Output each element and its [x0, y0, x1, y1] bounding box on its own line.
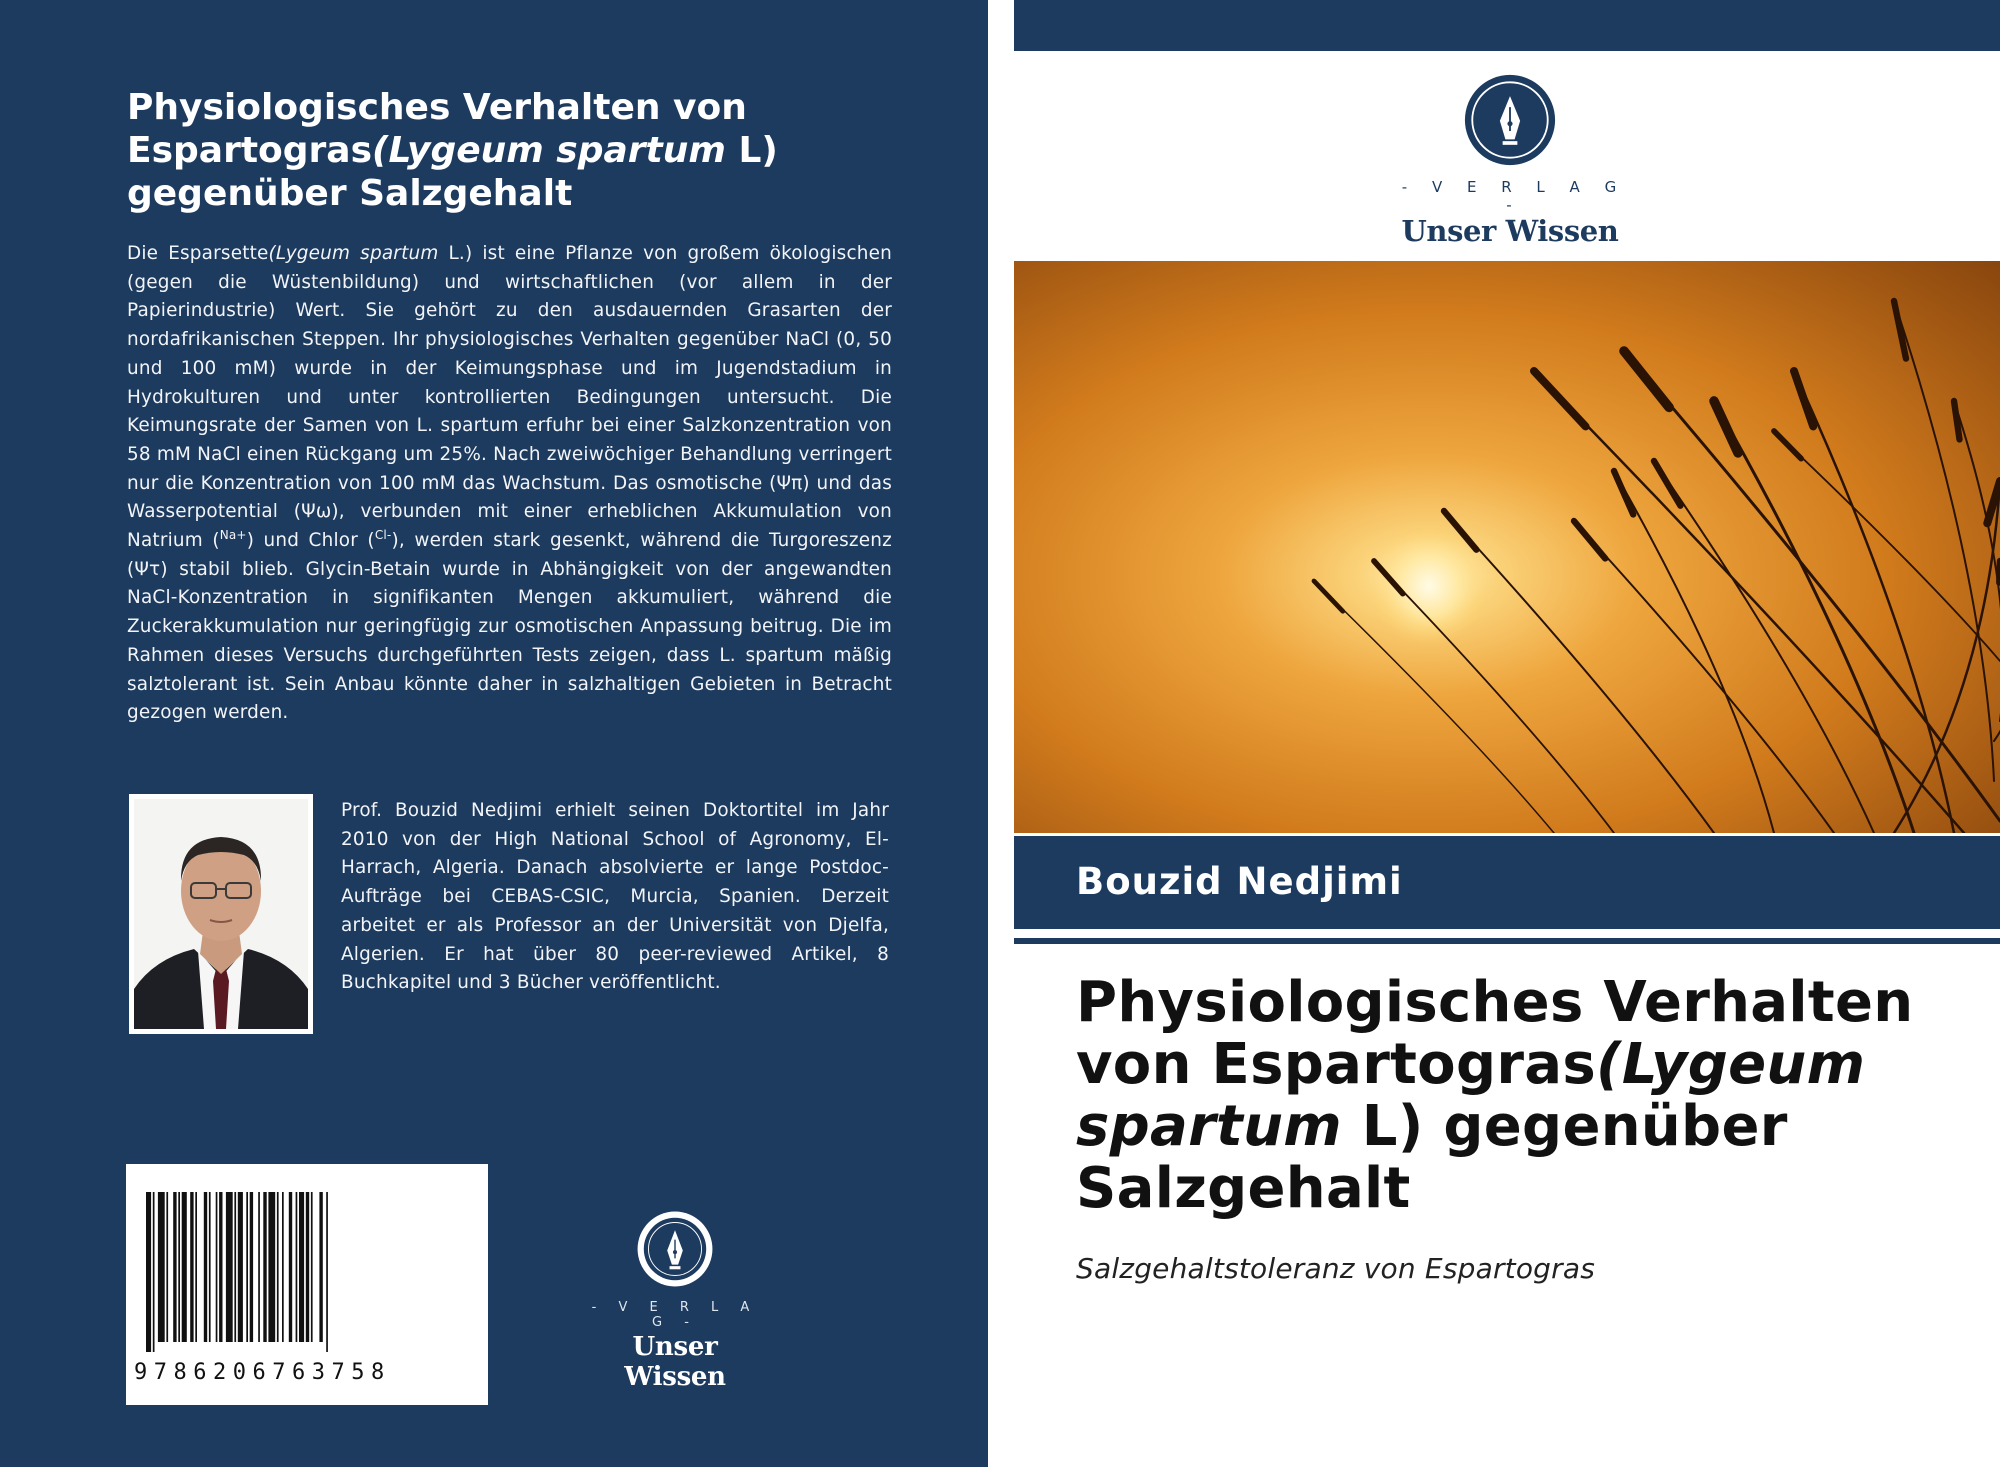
barcode-bar: [166, 1192, 168, 1342]
spine-gap: [988, 0, 1014, 1467]
front-cover: [1014, 0, 2000, 1467]
sunset-grass-photo: [1014, 261, 2000, 833]
front-publisher-logo: [1390, 74, 1630, 248]
back-cover-title: [127, 86, 887, 215]
publisher-name: Unser Wissen: [1401, 214, 1619, 248]
front-top-bar: [1014, 0, 2000, 51]
author-name: Bouzid Nedjimi: [1076, 860, 1403, 903]
sunset-grass-image: [1014, 261, 2000, 833]
verlag-label: - V E R L A G -: [1401, 178, 1627, 214]
front-cover-title: [1076, 972, 1976, 1220]
barcode-bar: [216, 1192, 218, 1342]
publisher-name: Unser Wissen: [624, 1332, 726, 1392]
barcode-bar: [326, 1192, 328, 1352]
author-portrait-image: [134, 799, 308, 1029]
barcode-bar: [299, 1192, 304, 1342]
barcode-bar: [219, 1192, 222, 1342]
back-title-italic-species: (Lygeum spartum: [372, 130, 726, 171]
barcode-bar: [153, 1192, 155, 1352]
barcode-bar: [311, 1192, 313, 1342]
back-title-text-end: L) gegenüber Salzgehalt: [127, 130, 778, 214]
barcode-bar: [226, 1192, 233, 1342]
barcode-bar: [306, 1192, 309, 1342]
barcode-bar: [146, 1192, 151, 1352]
chloride-superscript: Cl-: [374, 528, 392, 543]
abstract-text-4: ), werden stark gesenkt, während die Turgoreszenz (Ψτ) stabil blieb. Glycin-Betain wurde in Abhängigkeit von der angewandten NaCl-Konzentration in signifikanten Mengen akkumuliert, während die Zuckerakkumulation nur geringfügig zur osmotischen Anpassung beitrug. Die im Rahmen dieses Versuchs durchgeführten Tests zeigen, dass L. spartum mäßig salztolerant ist. Sein Anbau könnte daher in salzhaltigen Gebieten in Betracht gezogen werden.: [127, 530, 892, 724]
back-cover: [0, 0, 988, 1467]
barcode-icon: [144, 1192, 470, 1352]
barcode-bar: [250, 1192, 253, 1342]
abstract-text-2: L.) ist eine Pflanze von großem ökologischen (gegen die Wüstenbildung) und wirtschaftlichen (vor allem in der Papierindustrie) Wert. Sie gehört zu den ausdauernden Grasarten der nordafrikanischen Steppen. Ihr physiologisches Verhalten gegenüber NaCl (0, 50 und 100 mM) wurde in der Keimungsphase und im Jugendstadium in Hydrokulturen und unter kontrollierten Bedingungen untersucht. Die Keimungsrate der Samen von L. spartum erfuhr bei einer Salzkonzentration von 58 mM NaCl einen Rückgang um 25%. Nach zweiwöchiger Behandlung verringert nur die Konzentration von 100 mM das Wachstum. Das osmotische (Ψπ) und das Wasserpotential (Ψω), verbunden mit einer erheblichen Akkumulation von Natrium (: [127, 243, 892, 552]
barcode-bar: [296, 1192, 298, 1342]
barcode-bar: [182, 1192, 187, 1342]
barcode-bar: [258, 1192, 260, 1342]
barcode-bar: [319, 1192, 322, 1342]
front-title-italic-species: (Lygeum spartum: [1076, 1032, 1866, 1159]
barcode-bar: [234, 1192, 236, 1342]
book-abstract: [127, 240, 892, 728]
barcode-bar: [173, 1192, 176, 1342]
author-photo: [129, 794, 313, 1034]
abstract-text-1: Die Esparsette: [127, 243, 269, 264]
isbn-barcode: [126, 1164, 488, 1405]
barcode-bar: [204, 1192, 207, 1342]
barcode-bar: [178, 1192, 180, 1342]
barcode-bar: [238, 1192, 243, 1342]
front-cover-subtitle: Salzgehaltstoleranz von Espartogras: [1076, 1252, 1595, 1285]
back-title-text: Physiologisches Verhalten von Espartogras: [127, 87, 747, 171]
barcode-bar: [158, 1192, 165, 1342]
verlag-label: - V E R L A G -: [591, 1300, 759, 1330]
barcode-bar: [190, 1192, 193, 1342]
front-title-text-end: L) gegenüber Salzgehalt: [1076, 1094, 1788, 1221]
barcode-bar: [277, 1192, 279, 1342]
divider-rule: [1014, 938, 2000, 944]
abstract-species-italic: (Lygeum spartum: [268, 243, 439, 264]
barcode-bar: [282, 1192, 284, 1342]
front-title-text: Physiologisches Verhalten von Espartogras: [1076, 970, 1914, 1097]
barcode-bar: [263, 1192, 266, 1342]
barcode-bar: [195, 1192, 197, 1342]
sodium-superscript: Na+: [219, 528, 247, 543]
barcode-bar: [289, 1192, 292, 1342]
isbn-number: 9786206763758: [134, 1360, 391, 1385]
fountain-pen-nib-icon: [636, 1210, 714, 1288]
author-biography: Prof. Bouzid Nedjimi erhielt seinen Doktortitel im Jahr 2010 von der High National School of Agronomy, El-Harrach, Algeria. Danach absolvierte er lange Postdoc-Aufträge bei CEBAS-CSIC, Murcia, Spanien. Derzeit arbeitet er als Professor an der Universität von Djelfa, Algerien. Er hat über 80 peer-reviewed Artikel, 8 Buchkapitel und 3 Bücher veröffentlicht.: [341, 800, 889, 994]
author-band: [1014, 836, 2000, 929]
abstract-text-3: ) und Chlor (: [246, 530, 375, 552]
barcode-bar: [209, 1192, 211, 1342]
barcode-bar: [246, 1192, 248, 1342]
back-publisher-logo: [580, 1210, 770, 1392]
fountain-pen-nib-icon: [1464, 74, 1556, 166]
barcode-bar: [268, 1192, 275, 1342]
